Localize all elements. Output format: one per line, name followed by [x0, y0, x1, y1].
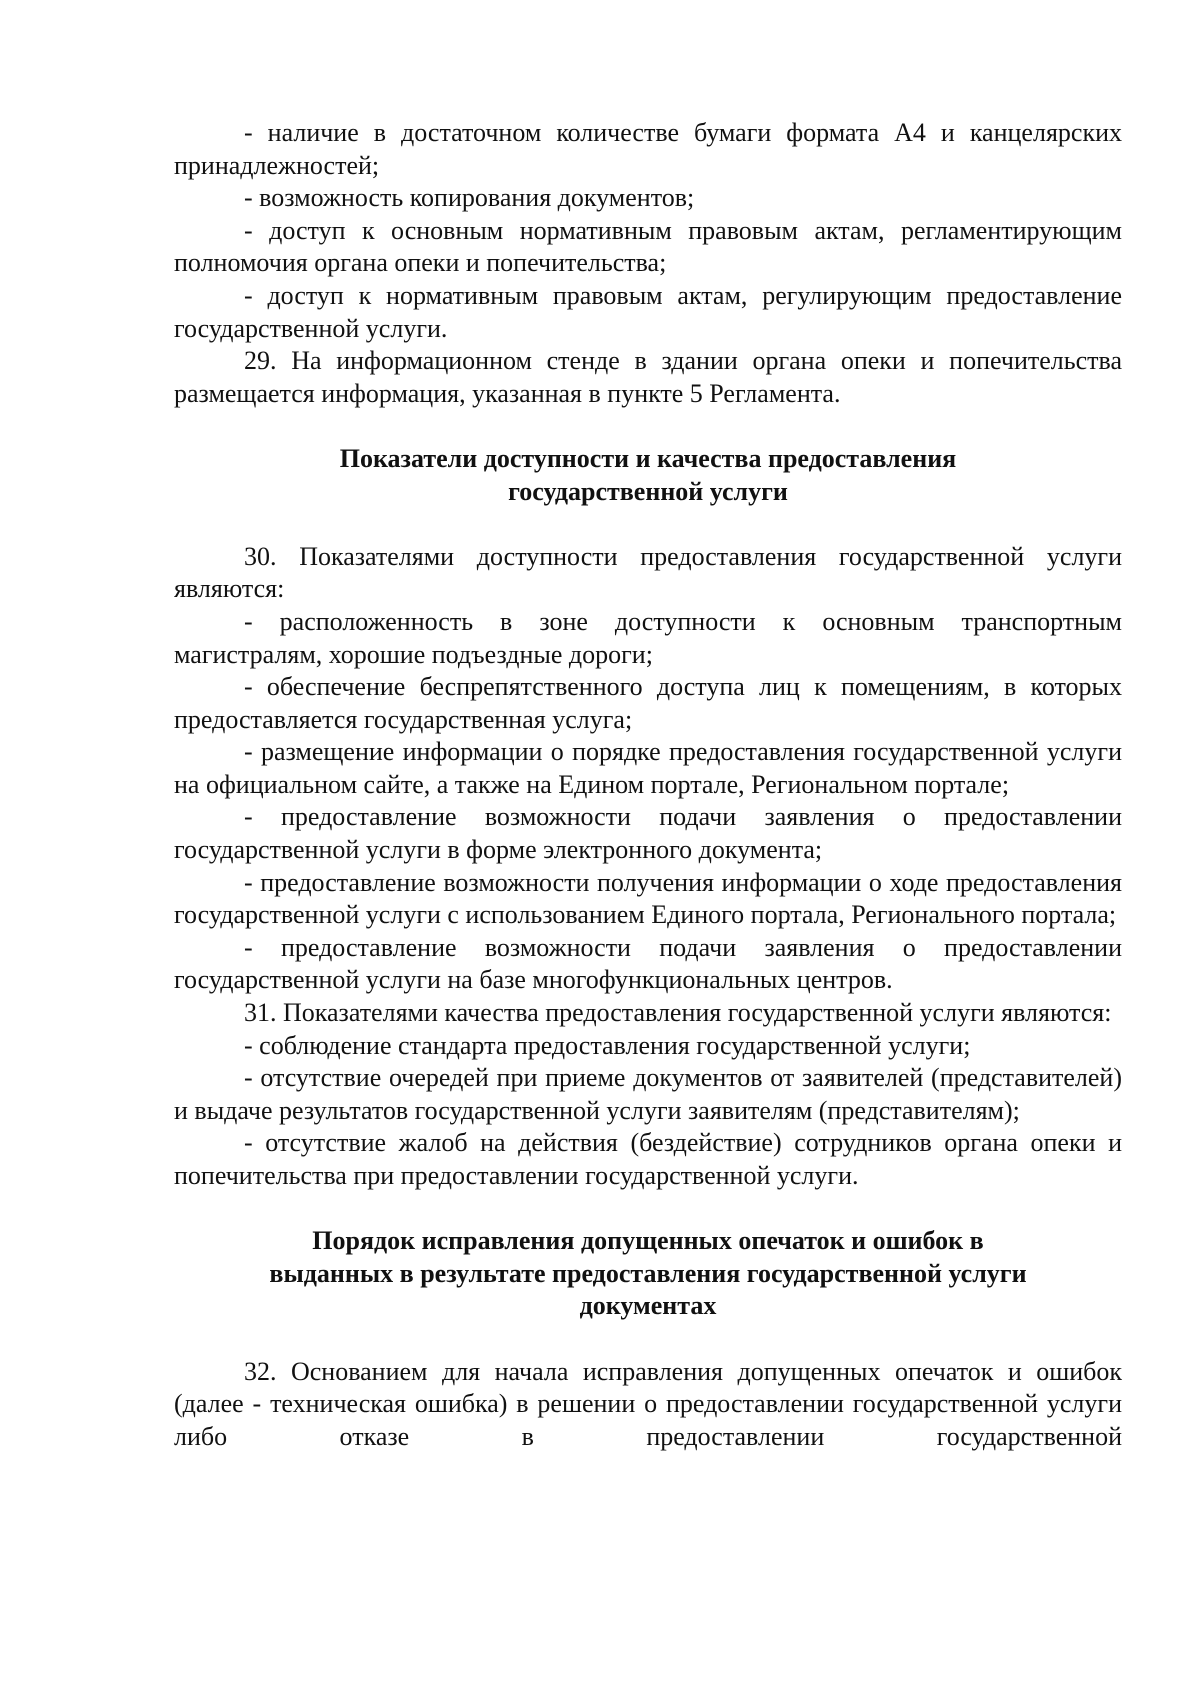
paragraph-unhindered-access: - обеспечение беспрепятственного доступа лиц к помещениям, в которых предоставляется государственная услуга; [174, 672, 1122, 734]
heading-line: Показатели доступности и качества предоставления [339, 443, 957, 473]
paragraph-info-placement: - размещение информации о порядке предоставления государственной услуги на официальном сайте, а также на Едином портале, Региональном портале; [174, 737, 1122, 799]
document-body [174, 117, 1122, 1453]
paragraph-access-regulating-acts: - доступ к нормативным правовым актам, регулирующим предоставление государственной услуги. [174, 280, 1122, 343]
spacer [174, 508, 1122, 541]
paragraph-access-basic-acts: - доступ к основным нормативным правовым актам, регламентирующим полномочия органа опеки и попечительства; [174, 215, 1122, 278]
spacer [174, 1193, 1122, 1226]
paragraph-29: 29. На информационном стенде в здании органа опеки и попечительства размещается информация, указанная в пункте 5 Регламента. [174, 346, 1122, 408]
paragraph-32: 32. Основанием для начала исправления допущенных опечаток и ошибок (далее - техническая ошибка) в решении о предоставлении государственной услуги либо отказе в предоставлении государственной [174, 1356, 1122, 1451]
paragraph-31: 31. Показателями качества предоставления государственной услуги являются: [244, 998, 1112, 1028]
section-heading-corrections [174, 1225, 1122, 1323]
paragraph-progress-info: - предоставление возможности получения информации о ходе предоставления государственной услуги с использованием Единого портала, Регионального портала; [174, 867, 1122, 930]
paragraph-mfc: - предоставление возможности подачи заявления о предоставлении государственной услуги на базе многофункциональных центров. [174, 932, 1122, 995]
paragraph-standard: - соблюдение стандарта предоставления государственной услуги; [244, 1030, 971, 1060]
spacer [174, 1323, 1122, 1356]
paragraph-copying: - возможность копирования документов; [244, 183, 695, 213]
paragraph-no-complaints: - отсутствие жалоб на действия (бездействие) сотрудников органа опеки и попечительства при предоставлении государственной услуги. [174, 1128, 1122, 1190]
heading-line: документах [579, 1291, 717, 1321]
paragraph-transport: - расположенность в зоне доступности к основным транспортным магистралям, хорошие подъездные дороги; [174, 606, 1122, 669]
paragraph-no-queues: - отсутствие очередей при приеме документов от заявителей (представителей) и выдаче результатов государственной услуги заявителям (представителям); [174, 1063, 1122, 1125]
spacer [174, 410, 1122, 443]
paragraph-30: 30. Показателями доступности предоставления государственной услуги являются: [174, 541, 1122, 604]
heading-line: выданных в результате предоставления государственной услуги [269, 1258, 1027, 1288]
heading-line: Порядок исправления допущенных опечаток и ошибок в [312, 1226, 984, 1256]
paragraph-paper-supply: - наличие в достаточном количестве бумаги формата А4 и канцелярских принадлежностей; [174, 118, 1122, 180]
paragraph-electronic-application: - предоставление возможности подачи заявления о предоставлении государственной услуги в форме электронного документа; [174, 802, 1122, 865]
heading-line: государственной услуги [508, 476, 788, 506]
section-heading-availability [174, 443, 1122, 508]
